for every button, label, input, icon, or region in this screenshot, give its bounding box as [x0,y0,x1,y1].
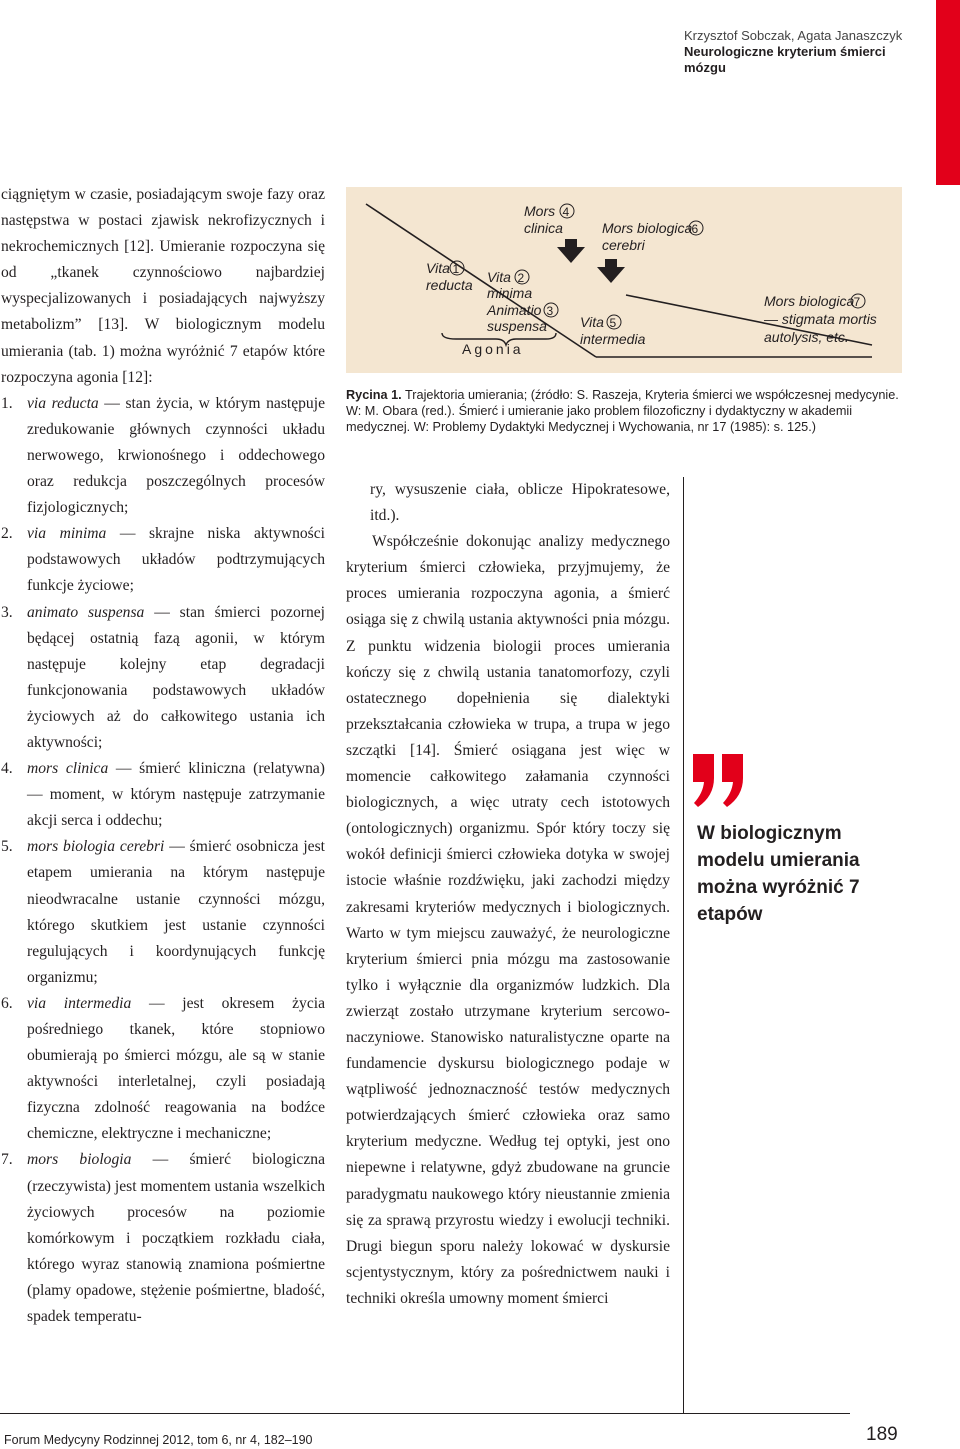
list-text: — skrajne niska aktywności podstawowych układów podtrzymujących funkcje życiowe; [27,525,325,595]
list-text: — śmierć biologiczna (rzeczywista) jest momentem ustania wszelkich życiowych procesów na poziomie komórkowym i początkiem rozkładu ciała, którego wyraz stanowią znamiona pośmiertne (plamy opadowe, stężenie pośmiertne, bladość, spadek temperatu- [27,1151,325,1326]
footer-divider [0,1413,850,1414]
list-text: — jest okresem życia pośredniego tkanek, które stopniowo obumierają po śmierci mózgu, ale są w stanie aktywności interletalnej, czyli posiadają fizyczna zdolność reagowania na bodźce chemiczne, elektryczne i mechaniczne; [27,994,325,1143]
label-agonia: Agonia [462,341,524,357]
list-item [1,756,325,834]
pull-quote: W biologicznym modelu umierania można wyróżnić 7 etapów [697,823,860,925]
step-number: 4 [562,205,570,219]
label-vita-intermedia: Vita [580,314,604,330]
figure-caption [346,387,906,435]
header-authors: Krzysztof Sobczak, Agata Janaszczyk [684,28,903,43]
caption-text: Trajektoria umierania; (źródło: S. Raszeja, Kryteria śmierci we współczesnej medycynie. W: M. Obara (red.). Śmierć i umieranie jako problem filozoficzny i dydaktyczny w akademii medycznej. W: Problemy Dydaktyki Medycznej i Wychowania, nr 17 (1985): s. 125.) [346,388,899,434]
body-paragraph: Współcześnie dokonując analizy medycznego kryterium śmierci człowieka, przyjmujemy, że proces umierania rozpoczyna agonia, a śmierć osiąga się z chwilą ustania aktywności pnia mózgu. Z punktu widzenia biologii proces umierania kończy się z chwilą ustania tanatomorfozy, czyli ostatecznego dopełnienia się dialektyki przekształcania człowieka w trupa, a trupa w jego szczątki [14]. Śmierć osiągana jest więc w momencie całkowitego załamania czynności biologicznych, a więc utraty cech istotowych (ontologicznych) organizmu. Spór który toczy się wokół definicji śmierci człowieka dotyka w swojej istocie właśnie rozdźwięku, jaki zachodzi między zakresami kryteriów medycznych i biologicznych. Warto w tym miejscu zauważyć, że neurologiczne kryterium śmierci pnia mózgu ma zastosowanie tylko i wyłącznie dla organizmów ludzkich. Dla zwierząt zostało utrzymane kryterium sercowo-naczyniowe. Stanowisko naturalistyczne oparte na fundamencie dyskursu biologicznego podaje w wątpliwość jednoznaczność testów medycznych potwierdzających śmierć człowieka oraz samo kryterium medyczne. Według tej optyki, jest ono niepewne i relatywne, gdyż zbudowane na gruncie paradygmatu naukowego który nieustannie zmienia się za sprawą przyrostu wiedzy i ewolucji techniki. Drugi biegun sporu należy lokować w dyskursie scjentystycznym, który za pośrednictwem nauki i techniki określa umowny moment śmierci [346,533,670,1307]
continuation-text: ry, wysuszenie ciała, oblicze Hipokratesowe, itd.). [370,481,670,525]
caption-label: Rycina 1. [346,388,402,402]
quote-mark-icon [690,752,748,815]
list-term: via reducta [27,394,99,412]
step-number: 1 [452,262,460,276]
label-mors-clinica-2: clinica [524,220,563,236]
list-item [1,1147,325,1330]
step-number: 7 [853,295,861,309]
list-text: — stan śmierci pozornej będącej ostatnią fazą agonii, w którym następuje kolejny etap degradacji funkcjonowania podstawowych układów życiowych aż do całkowitego ustania ich aktywności; [27,603,325,751]
label-mors-biologica-3: autolysis, etc. [764,329,849,345]
header-title: Neurologiczne kryterium śmierci mózgu [684,44,886,75]
arrow-down-icon [557,239,585,263]
middle-column [346,477,670,1312]
list-item [1,834,325,991]
step-number: 2 [517,271,525,285]
label-mors-clinica: Mors [524,203,556,219]
list-item [1,521,325,599]
list-item [1,391,325,521]
step-number: 5 [609,316,617,330]
footer-journal: Forum Medycyny Rodzinnej 2012, tom 6, nr 4, 182–190 [4,1433,313,1447]
label-vita-minima: Vita [487,269,511,285]
list-term: mors clinica [27,760,109,778]
label-mors-biologica: Mors biologica [764,293,855,309]
list-number: 7. [1,1151,13,1169]
list-number: 4. [1,760,13,778]
label-vita-reducta: Vita [426,260,450,276]
red-section-tab [936,0,960,185]
step-number: 6 [691,222,699,236]
list-term: animato suspensa [27,603,145,621]
label-vita-intermedia-2: intermedia [580,331,646,347]
list-term: via intermedia [27,994,132,1012]
label-animatio-suspensa: Animatio [487,302,542,318]
list-number: 5. [1,838,13,856]
label-mors-biologica-cerebri: Mors biologica [602,220,693,236]
left-column [1,182,325,1330]
label-mors-biologica-cerebri-2: cerebri [602,237,645,253]
intro-paragraph: ciągniętym w czasie, posiadającym swoje fazy oraz następstwa w postaci zjawisk nekrofizycznych i nekrochemicznych [12]. Umieranie rozpoczyna się od „tkanek czynnościowo najbardziej wyspecjalizowanych i posiadających najwyższy metabolizm” [13]. W biologicznym modelu umierania (tab. 1) można wyróżnić 7 etapów które rozpoczyna agonia [12]: [1,186,325,386]
list-item [1,991,325,1148]
running-header [684,28,924,76]
list-item [1,600,325,757]
arrow-down-icon [597,259,625,283]
list-number: 6. [1,994,13,1012]
step-number: 3 [546,304,554,318]
label-vita-minima-2: minima [487,285,533,301]
list-number: 1. [1,394,13,412]
trajectory-figure [346,187,902,373]
list-term: via minima [27,525,107,543]
column-divider [683,477,684,1413]
page-number: 189 [866,1424,898,1445]
list-number: 3. [1,603,13,621]
list-term: mors biologia cerebri [27,838,165,856]
label-animatio-suspensa-2: suspensa [487,318,547,334]
list-text: — śmierć kliniczna (relatywna) — moment, w którym następuje zatrzymanie akcji serca i oddechu; [27,760,325,830]
list-text: — stan życia, w którym następuje zredukowanie głównych czynności układu nerwowego, krwionośnego i oddechowego oraz redukcja poszczególnych procesów fizjologicznych; [27,394,325,517]
list-number: 2. [1,525,13,543]
list-term: mors biologia [27,1151,132,1169]
list-text: — śmierć osobnicza jest etapem umierania na którym następuje nieodwracalne ustanie czynności mózgu, którego skutkiem jest ustanie czynności regulujących i koordynujących funkcję organizmu; [27,838,325,986]
label-vita-reducta-2: reducta [426,277,473,293]
label-mors-biologica-2: — stigmata mortis [764,311,877,327]
